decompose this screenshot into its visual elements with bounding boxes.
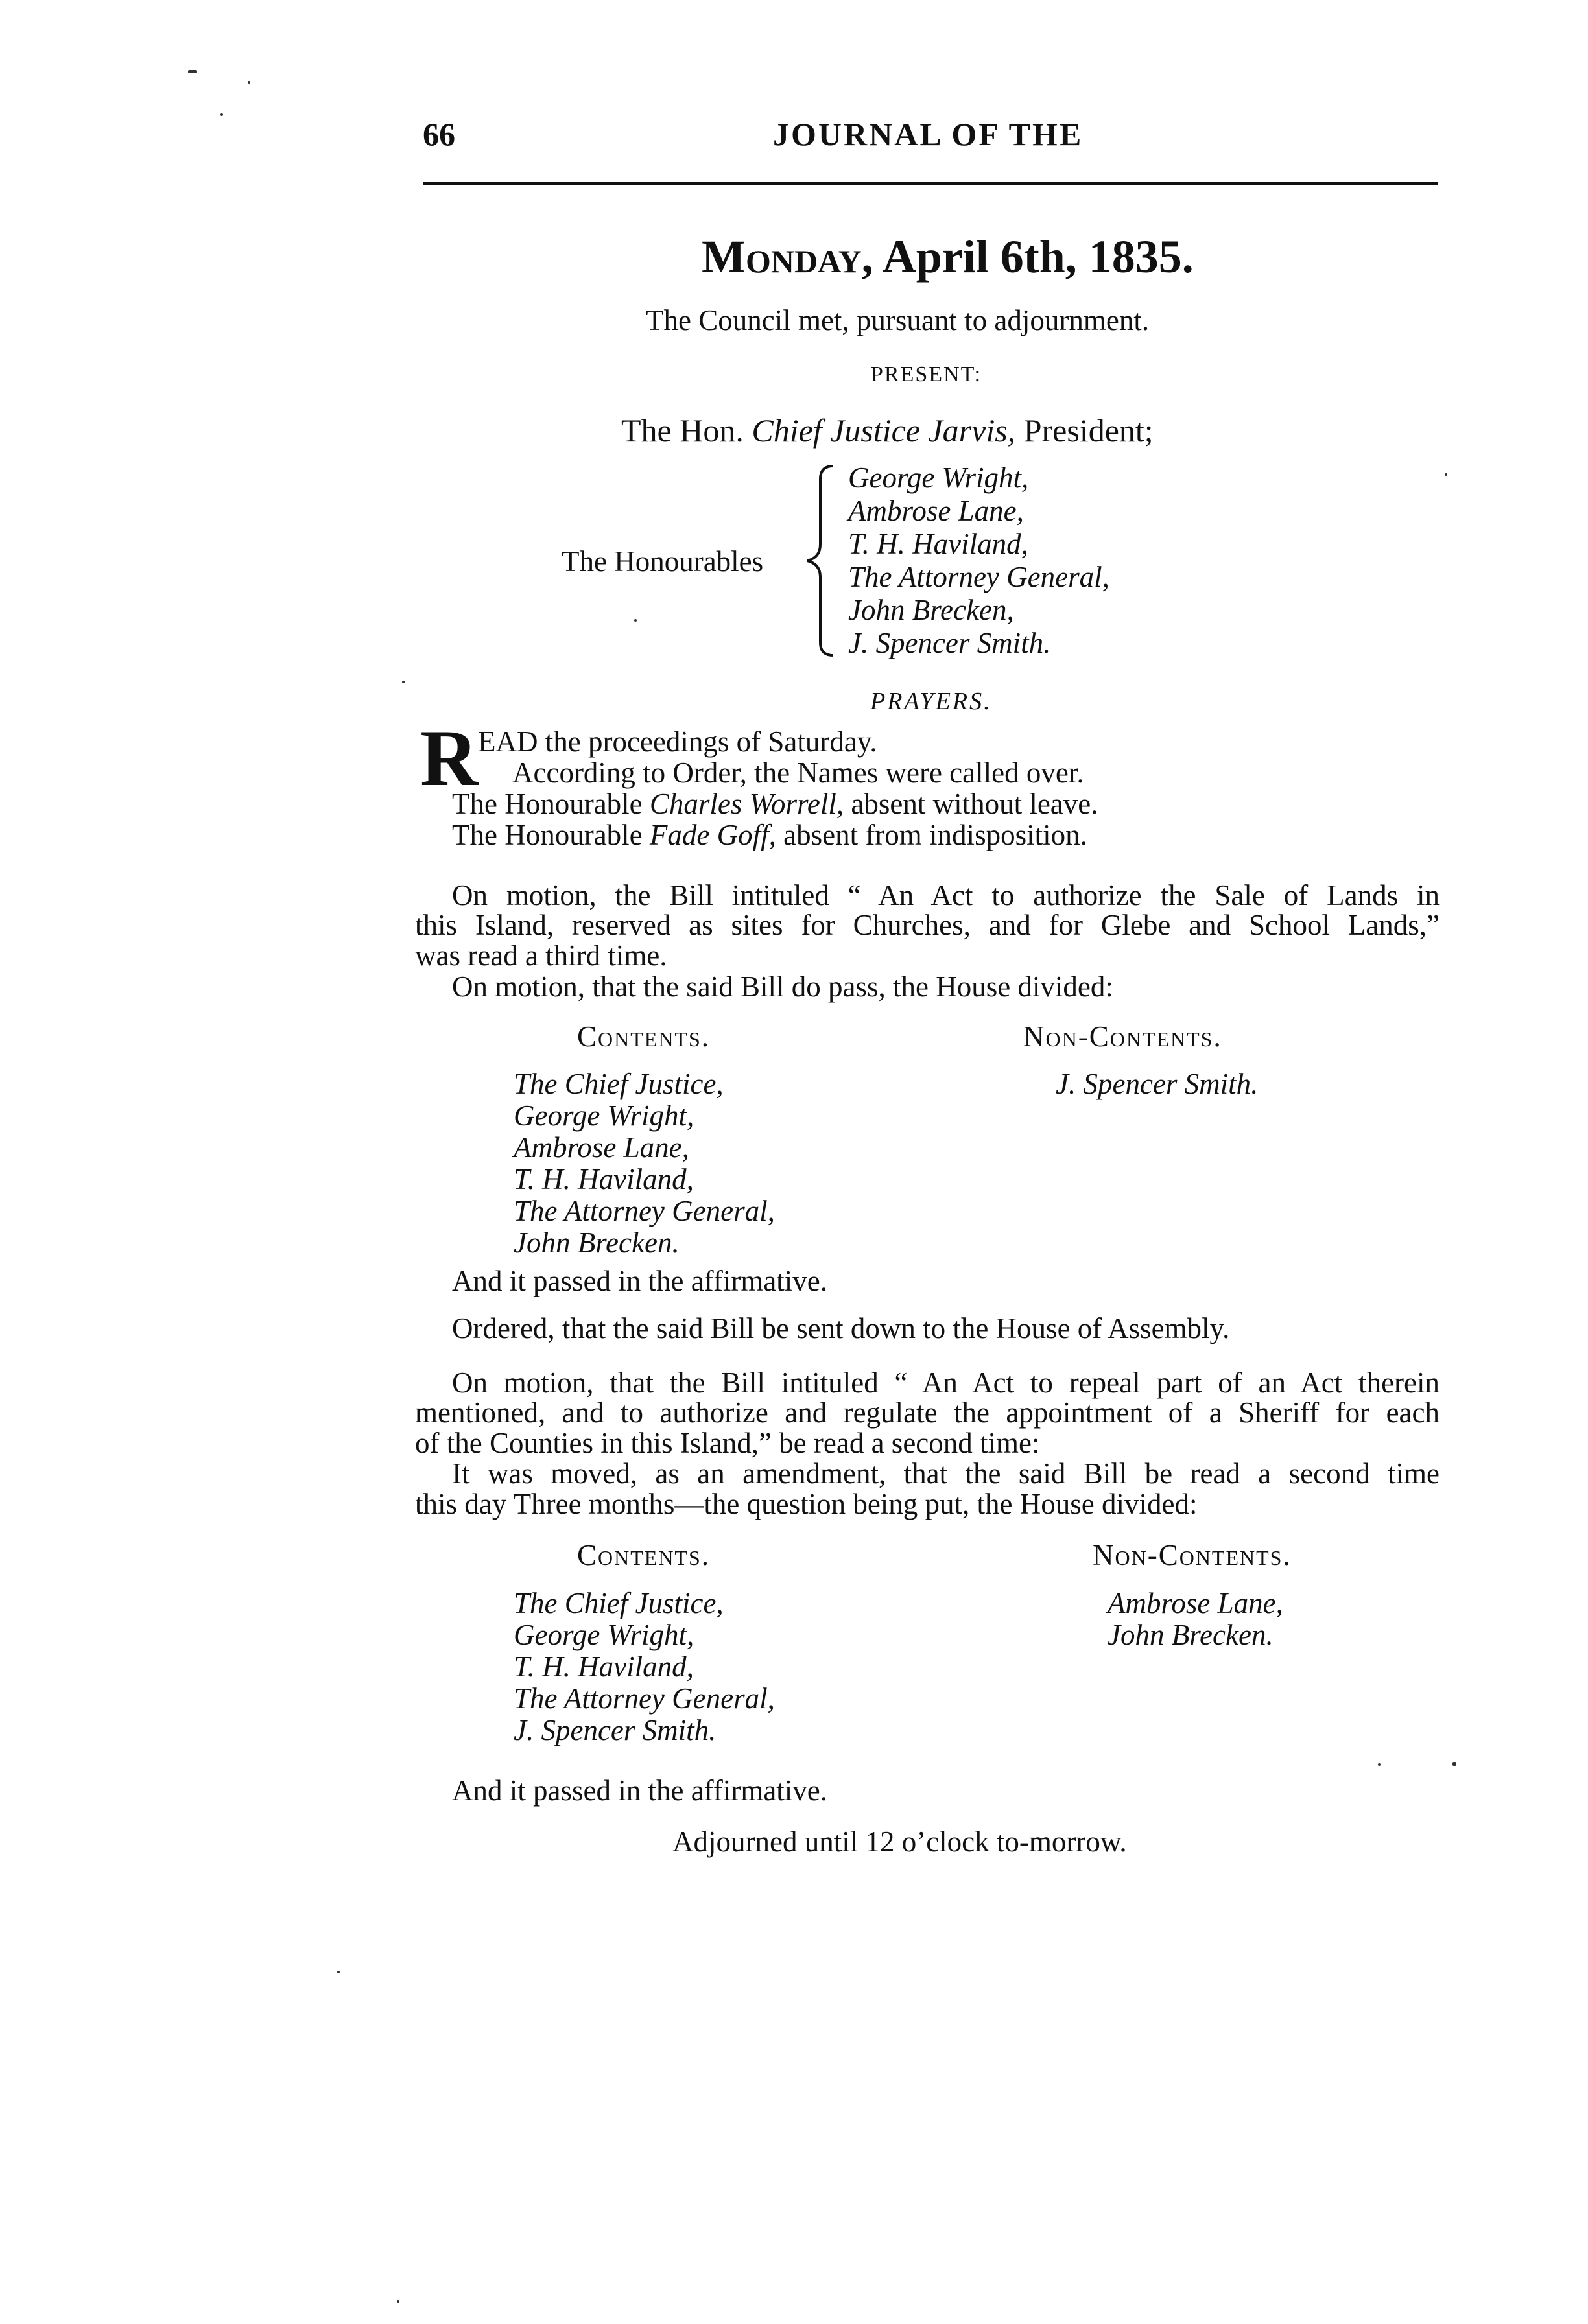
motion2-non-contents-list <box>1108 1588 1283 1651</box>
motion2-line-2: mentioned, and to authorize and regulate the appointment of a Sheriff for each <box>415 1396 1440 1429</box>
list-item: John Brecken. <box>514 1227 680 1259</box>
president-title: President; <box>1023 412 1154 449</box>
list-item: John Brecken. <box>1108 1619 1274 1651</box>
scan-speck <box>1445 473 1447 476</box>
absent-line-1 <box>452 788 1098 819</box>
absent-prefix: The Honourable <box>452 788 643 820</box>
list-item: T. H. Haviland, <box>514 1650 694 1683</box>
left-brace-icon <box>801 464 840 658</box>
motion2-contents-header: Contents. <box>577 1539 711 1571</box>
scan-speck <box>402 681 405 683</box>
prayers-label: PRAYERS. <box>870 688 992 715</box>
header-rule <box>423 182 1438 185</box>
list-item: George Wright, <box>514 1619 694 1651</box>
motion2-line-3: of the Counties in this Island,” be read a second time: <box>415 1427 1040 1459</box>
president-line <box>621 412 1154 449</box>
list-item: Ambrose Lane, <box>1108 1587 1283 1619</box>
scan-speck <box>397 2300 399 2303</box>
honourable-member: Ambrose Lane, <box>848 495 1024 527</box>
running-head: JOURNAL OF THE <box>773 116 1084 152</box>
motion2-contents-list <box>514 1588 775 1746</box>
list-item: The Attorney General, <box>514 1195 775 1227</box>
list-item: J. Spencer Smith. <box>1056 1068 1259 1100</box>
motion1-divided: On motion, that the said Bill do pass, the House divided: <box>452 970 1113 1003</box>
motion1-line-3: was read a third time. <box>415 939 667 972</box>
scan-speck <box>1378 1763 1381 1766</box>
list-item: J. Spencer Smith. <box>514 1714 717 1746</box>
scan-speck <box>188 70 197 73</box>
honourables-list <box>848 462 1109 660</box>
motion1-line-2: this Island, reserved as sites for Churches, and for Glebe and School Lands,” <box>415 909 1440 941</box>
honourable-member: George Wright, <box>848 462 1029 494</box>
adjourned-line: Adjourned until 12 o’clock to-morrow. <box>672 1825 1127 1858</box>
honourable-member: T. H. Haviland, <box>848 528 1028 560</box>
list-item: Ambrose Lane, <box>514 1131 689 1164</box>
date-heading-day: Monday, <box>702 231 873 283</box>
absent-line-2 <box>452 819 1087 851</box>
scan-speck <box>337 1971 340 1973</box>
list-item: George Wright, <box>514 1099 694 1132</box>
date-heading-date: April 6th, 1835. <box>882 231 1194 283</box>
date-heading <box>702 230 1194 284</box>
motion1-contents-header: Contents. <box>577 1020 711 1053</box>
president-name: Chief Justice Jarvis, <box>752 412 1016 449</box>
list-item: The Attorney General, <box>514 1682 775 1715</box>
absent-reason: absent from indisposition. <box>783 819 1087 851</box>
honourables-label: The Honourables <box>562 545 764 578</box>
page-number: 66 <box>423 116 455 152</box>
council-met-line: The Council met, pursuant to adjournment. <box>646 304 1150 336</box>
motion2-line-1: On motion, that the Bill intituled “ An Act to repeal part of an Act therein <box>452 1367 1440 1399</box>
list-item: T. H. Haviland, <box>514 1163 694 1195</box>
absent-name: Fade Goff, <box>649 819 776 851</box>
scan-speck <box>220 113 223 116</box>
scan-speck <box>634 619 637 622</box>
drop-cap: R <box>420 714 479 803</box>
honourable-member: The Attorney General, <box>848 561 1109 593</box>
scan-speck <box>1452 1762 1456 1766</box>
motion2-amendment-line-2: this day Three months—the question being put, the House divided: <box>415 1488 1198 1520</box>
absent-reason: absent without leave. <box>851 788 1098 820</box>
absent-prefix: The Honourable <box>452 819 643 851</box>
motion2-result: And it passed in the affirmative. <box>452 1774 828 1807</box>
honourable-member: J. Spencer Smith. <box>848 627 1051 659</box>
motion2-amendment-line-1: It was moved, as an amendment, that the said Bill be read a second time <box>452 1457 1440 1490</box>
motion1-line-1: On motion, the Bill intituled “ An Act to authorize the Sale of Lands in <box>452 879 1440 911</box>
motion1-result: And it passed in the affirmative. <box>452 1265 828 1297</box>
motion2-non-contents-header: Non-Contents. <box>1093 1539 1292 1571</box>
hon-prefix: The Hon. <box>621 412 744 449</box>
motion1-non-contents-list <box>1056 1068 1258 1100</box>
read-proceedings-line: EAD the proceedings of Saturday. <box>478 725 877 758</box>
list-item: The Chief Justice, <box>514 1068 724 1100</box>
honourable-member: John Brecken, <box>848 594 1014 626</box>
list-item: The Chief Justice, <box>514 1587 724 1619</box>
motion1-ordered: Ordered, that the said Bill be sent down to the House of Assembly. <box>452 1312 1230 1344</box>
present-label: PRESENT: <box>871 362 982 386</box>
names-called-line: According to Order, the Names were called over. <box>512 757 1084 789</box>
scan-speck <box>248 81 250 84</box>
motion1-non-contents-header: Non-Contents. <box>1023 1020 1222 1053</box>
motion1-contents-list <box>514 1068 775 1259</box>
absent-name: Charles Worrell, <box>649 788 844 820</box>
